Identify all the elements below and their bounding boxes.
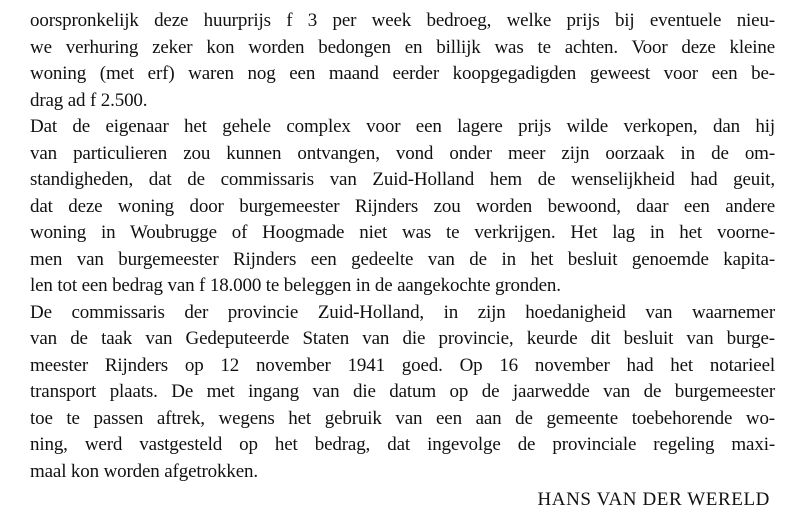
text-line: len tot een bedrag van f 18.000 te beleggen in de aangekochte gronden. (30, 275, 561, 296)
text-line: woning (met erf) waren nog een maand eerder koopgegadigden geweest voor een be- (30, 63, 775, 84)
text-line: meester Rijnders op 12 november 1941 goed. Op 16 november had het notarieel (30, 354, 775, 376)
author-signature: HANS VAN DER WERELD (537, 489, 770, 510)
text-line: drag ad f 2.500. (30, 89, 148, 111)
text-line: toe te passen aftrek, wegens het gebruik van een aan de gemeente toebehorende wo- (30, 407, 775, 429)
text-line: De commissaris der provincie Zuid-Holland, in zijn hoedanigheid van waarnemer (30, 301, 775, 323)
text-line: dat deze woning door burgemeester Rijnders zou worden bewoond, daar een andere (30, 195, 775, 217)
text-line: van particulieren zou kunnen ontvangen, vond onder meer zijn oorzaak in de om- (30, 142, 775, 164)
document-body (30, 8, 775, 485)
text-line: Dat de eigenaar het gehele complex voor een lagere prijs wilde verkopen, dan hij (30, 116, 775, 137)
text-line: ning, werd vastgesteld op het bedrag, dat ingevolge de provinciale regeling maxi- (30, 434, 775, 455)
text-line: woning in Woubrugge of Hoogmade niet was te verkrijgen. Het lag in het voorne- (30, 222, 775, 243)
text-line: oorspronkelijk deze huurprijs f 3 per week bedroeg, welke prijs bij eventuele nieu- (30, 10, 775, 31)
paragraph-1 (30, 8, 775, 114)
text-line: transport plaats. De met ingang van die datum op de jaarwedde van de burgemeester (30, 381, 775, 402)
text-line: we verhuring zeker kon worden bedongen en billijk was te achten. Voor deze kleine (30, 36, 775, 58)
paragraph-2 (30, 114, 775, 300)
text-line: men van burgemeester Rijnders een gedeelte van de in het besluit genoemde kapita- (30, 248, 775, 270)
text-line: standigheden, dat de commissaris van Zuid-Holland hem de wenselijkheid had geuit, (30, 169, 775, 190)
text-line: maal kon worden afgetrokken. (30, 460, 258, 482)
paragraph-3 (30, 300, 775, 486)
text-line: van de taak van Gedeputeerde Staten van die provincie, keurde dit besluit van burge- (30, 328, 775, 349)
